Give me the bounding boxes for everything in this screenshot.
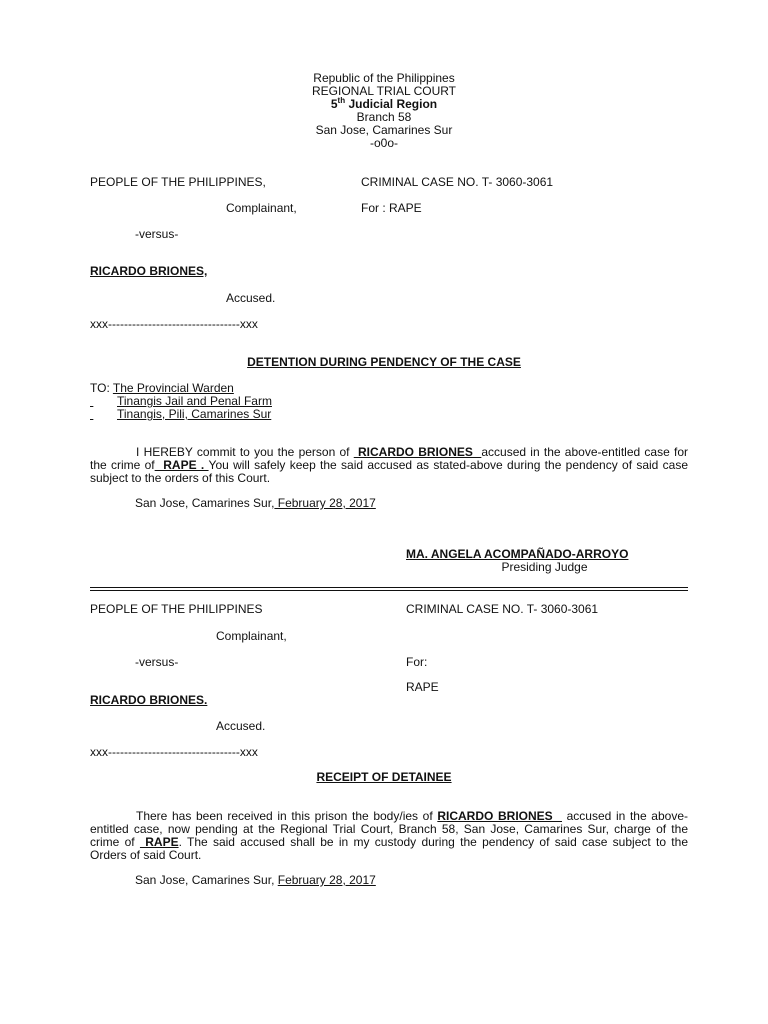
s2-body-part-a: There has been received in this prison the body/ies of: [136, 809, 438, 823]
s1-complainant: Complainant,: [226, 201, 297, 215]
header-court: REGIONAL TRIAL COURT: [311, 84, 457, 98]
header-separator: -o0o-: [369, 136, 398, 150]
s2-xxx-line: xxx---------------------------------xxx: [90, 745, 258, 759]
s2-body-part-b: accused in the above-entitled case, now pending at the Regional Trial Court, Branch 58, San Jose, Camarines Sur, charge of the crime of: [90, 809, 688, 849]
s1-date-line: [135, 497, 376, 510]
s1-addressee-jail: Tinangis Jail and Penal Farm: [117, 394, 272, 408]
s2-date-line: [135, 874, 376, 887]
header-region-suffix: th: [337, 96, 346, 105]
s1-title: DETENTION DURING PENDENCY OF THE CASE: [247, 355, 521, 369]
s1-versus: -versus-: [135, 227, 179, 241]
s1-body-part-b: accused in the above-entitled case for the crime of: [90, 445, 689, 472]
s1-body-accused: RICARDO BRIONES: [353, 445, 482, 459]
s1-to-gap: [90, 395, 117, 408]
s1-accused-name: RICARDO BRIONES,: [90, 264, 208, 278]
s2-versus: -versus-: [135, 655, 179, 669]
s2-crime: RAPE: [406, 680, 439, 694]
s2-body-paragraph: [90, 810, 688, 862]
s1-to-label: TO:: [90, 381, 110, 395]
s1-body-part-a: I HEREBY commit to you the person of: [136, 445, 354, 459]
s1-to-line3: [90, 408, 271, 421]
s2-case-number: CRIMINAL CASE NO. T- 3060-3061: [406, 602, 599, 616]
s2-body-accused: RICARDO BRIONES: [437, 809, 562, 823]
divider-rule-bottom: [90, 590, 688, 591]
s2-body-crime: RAPE: [139, 835, 179, 849]
s2-date: February 28, 2017: [277, 873, 376, 887]
s1-date-prefix: San Jose, Camarines Sur,: [135, 496, 275, 510]
header-region-number: 5: [330, 97, 338, 111]
s1-judge-title: Presiding Judge: [501, 560, 588, 574]
s2-plaintiff: PEOPLE OF THE PHILIPPINES: [90, 602, 263, 616]
s2-accused-label: Accused.: [216, 719, 266, 733]
s1-body-paragraph: [90, 446, 688, 485]
s1-case-number: CRIMINAL CASE NO. T- 3060-3061: [361, 175, 554, 189]
s1-to-gap: [90, 408, 117, 421]
s2-accused-name: RICARDO BRIONES.: [90, 693, 208, 707]
s1-for-crime: For : RAPE: [361, 201, 422, 215]
s2-date-prefix: San Jose, Camarines Sur,: [135, 873, 275, 887]
header-region-rest: Judicial Region: [345, 97, 438, 111]
divider-rule-top: [90, 587, 688, 588]
s1-judge-name: MA. ANGELA ACOMPAÑADO-ARROYO: [406, 547, 629, 561]
s1-body-part-c: You will safely keep the said accused as stated-above during the pendency of said case subject to the orders of this Court.: [90, 458, 688, 485]
s1-body-crime: RAPE .: [154, 458, 209, 472]
s1-plaintiff: PEOPLE OF THE PHILIPPINES,: [90, 175, 266, 189]
s2-complainant: Complainant,: [216, 629, 287, 643]
header-location: San Jose, Camarines Sur: [315, 123, 453, 137]
s1-addressee-address: Tinangis, Pili, Camarines Sur: [117, 407, 272, 421]
s1-date: February 28, 2017: [274, 496, 376, 510]
s1-addressee-warden: The Provincial Warden: [112, 381, 234, 395]
s2-for-label: For:: [406, 655, 428, 669]
s2-title: RECEIPT OF DETAINEE: [316, 770, 452, 784]
s1-xxx-line: xxx---------------------------------xxx: [90, 317, 258, 331]
s1-accused-label: Accused.: [226, 291, 276, 305]
s2-body-part-c: . The said accused shall be in my custody during the pendency of said case subject to the Orders of said Court.: [90, 835, 688, 862]
header-republic: Republic of the Philippines: [313, 71, 455, 85]
header-branch: Branch 58: [356, 110, 412, 124]
